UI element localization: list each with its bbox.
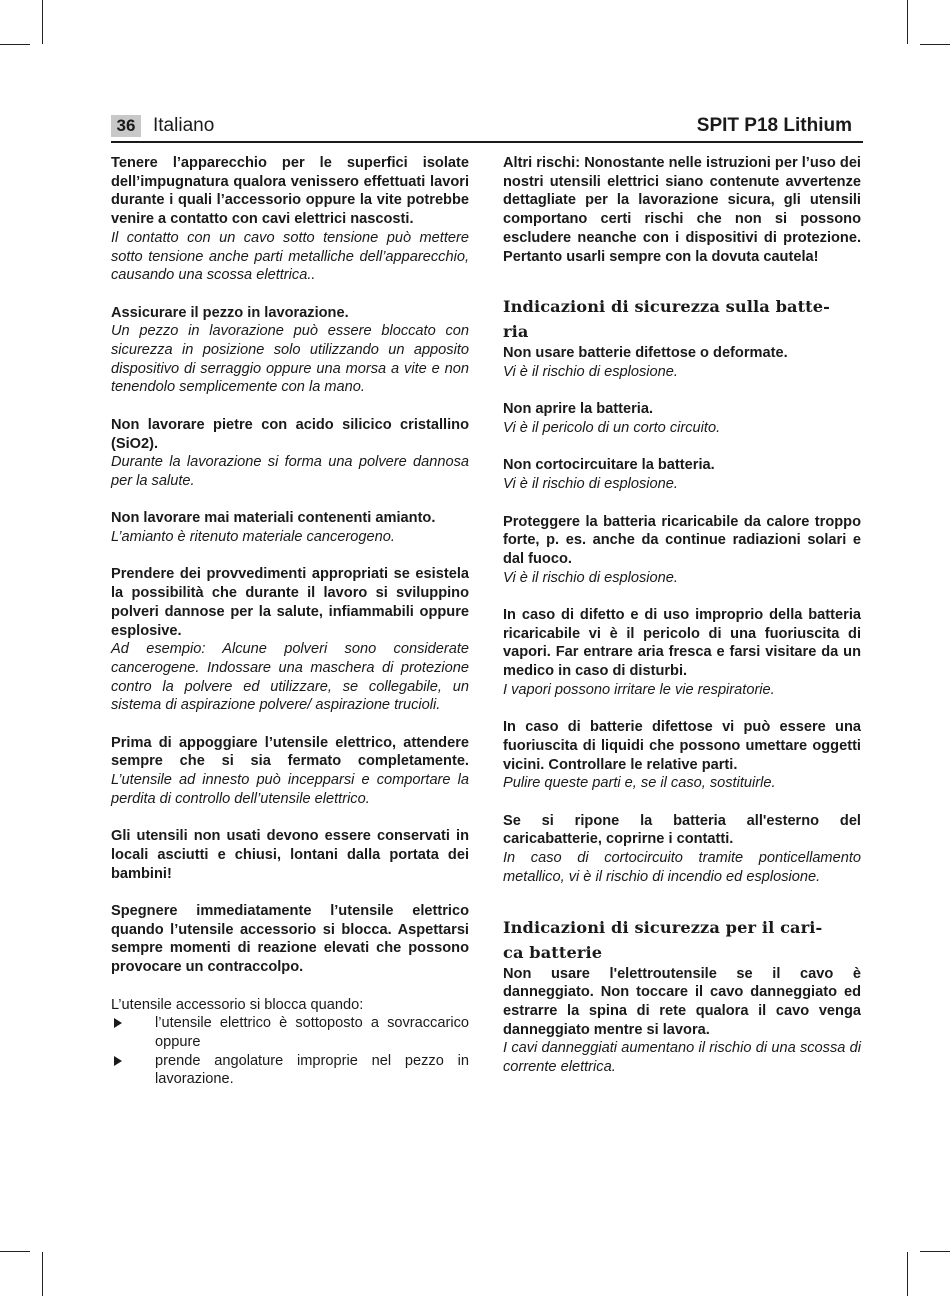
page-header [111, 114, 852, 140]
paragraph-bold: Non lavorare pietre con acido silicico cristallino (SiO2). [111, 416, 469, 452]
paragraph-italic: L’utensile ad innesto può incepparsi e comportare la perdita di controllo dell’utensile elettrico. [111, 772, 469, 807]
paragraph-bold: Non lavorare mai materiali contenenti amianto. [111, 510, 436, 527]
crop-mark [0, 1251, 30, 1252]
paragraph-bold: Non aprire la batteria. [503, 401, 654, 418]
section-heading [503, 915, 861, 965]
list-item-text: prende angolature improprie nel pezzo in lavorazione. [155, 1052, 469, 1088]
paragraph-italic: Vi è il rischio di esplosione. [503, 569, 678, 586]
paragraph-italic: Un pezzo in lavorazione può essere bloccato con sicurezza in posizione solo utilizzando un apposito dispositivo di serraggio oppure una morsa a vite e non tenendolo semplicemente con la mano. [111, 323, 469, 396]
paragraph-bold: Gli utensili non usati devono essere conservati in locali asciutti e chiusi, lontani dalla portata dei bambini! [111, 828, 469, 882]
paragraph-bold: Assicurare il pezzo in lavorazione. [111, 304, 349, 321]
paragraph-bold: Altri rischi: Nonostante nelle istruzioni per l’uso dei nostri utensili elettrici siano contenute avvertenze dettagliate per la lavorazione sicura, gli utensili comportano certi rischi che non si possono escludere neanche con i dispositivi di protezione. Pertanto usarli sempre con la dovuta cautela! [503, 155, 861, 265]
left-column [111, 154, 469, 1089]
crop-mark [920, 1251, 950, 1252]
crop-mark [42, 1252, 43, 1296]
paragraph-italic: Pulire queste parti e, se il caso, sostituirle. [503, 775, 776, 792]
right-column [503, 154, 861, 1077]
paragraph-intro: L’utensile accessorio si blocca quando: [111, 996, 364, 1013]
paragraph-bold: In caso di batterie difettose vi può essere una fuoriuscita di liquidi che possono umettare oggetti vicini. Controllare le relative parti. [503, 719, 861, 773]
paragraph-bold: Prima di appoggiare l’utensile elettrico, attendere sempre che si sia fermato completamente. [111, 734, 469, 770]
paragraph-italic: In caso di cortocircuito tramite ponticellamento metallico, vi è il rischio di incendio ed esplosione. [503, 850, 861, 885]
paragraph-bold: Non cortocircuitare la batteria. [503, 457, 715, 474]
bullet-list [111, 1014, 469, 1089]
crop-mark [920, 44, 950, 45]
heading-line: ria [503, 322, 529, 342]
paragraph-mixed [111, 734, 469, 809]
list-item [111, 1014, 469, 1051]
paragraph-italic: I cavi danneggiati aumentano il rischio di una scossa di corrente elettrica. [503, 1040, 861, 1076]
paragraph-bold: Tenere l’apparecchio per le superfici isolate dell’impugnatura qualora venissero effettuati lavori durante i quali l’accessorio oppure la vite potrebbe venire a contatto con cavi elettrici nascosti. [111, 155, 469, 228]
arrow-bullet-icon [114, 1056, 122, 1066]
language-label: Italiano [153, 115, 215, 136]
paragraph-italic: Il contatto con un cavo sotto tensione può mettere sotto tensione anche parti metalliche dell’apparecchio, causando una scossa elettrica.. [111, 229, 469, 284]
crop-mark [907, 0, 908, 44]
crop-mark [907, 1252, 908, 1296]
paragraph-italic: Vi è il pericolo di un corto circuito. [503, 420, 721, 437]
paragraph-bold: Proteggere la batteria ricaricabile da calore troppo forte, p. es. anche da continue radiazioni solari e dal fuoco. [503, 513, 861, 567]
heading-line: Indicazioni di sicurezza per il cari- [503, 917, 823, 937]
paragraph-bold: Se si ripone la batteria all'esterno del caricabatterie, coprirne i contatti. [503, 812, 861, 848]
paragraph-italic: I vapori possono irritare le vie respiratorie. [503, 681, 775, 698]
paragraph-italic: Ad esempio: Alcune polveri sono considerate cancerogene. Indossare una maschera di protezione contro la polvere ed utilizzare, se collegabile, un sistema di aspirazione polvere/ aspirazione trucioli. [111, 641, 469, 714]
paragraph-bold: Non usare batterie difettose o deformate. [503, 345, 788, 362]
paragraph-bold: Spegnere immediatamente l’utensile elettrico quando l’utensile accessorio si blocca. Aspettarsi sempre momenti di reazione elevati che possono provocare un contraccolpo. [111, 903, 469, 976]
product-title: SPIT P18 Lithium [696, 115, 852, 136]
crop-mark [0, 44, 30, 45]
list-item-text: l’utensile elettrico è sottoposto a sovraccarico oppure [155, 1015, 469, 1050]
paragraph-bold: Prendere dei provvedimenti appropriati se esistela la possibilità che durante il lavoro si sviluppino polveri dannose per la salute, infiammabili oppure esplosive. [111, 566, 469, 639]
paragraph-bold: In caso di difetto e di uso improprio della batteria ricaricabile vi è il pericolo di una fuoriuscita di vapori. Far entrare aria fresca e farsi visitare da un medico in caso di disturbi. [503, 607, 861, 680]
list-item [111, 1052, 469, 1089]
crop-mark [42, 0, 43, 44]
arrow-bullet-icon [114, 1018, 122, 1028]
header-rule [111, 141, 863, 143]
section-heading [503, 294, 861, 344]
paragraph-italic: Durante la lavorazione si forma una polvere dannosa per la salute. [111, 454, 469, 489]
paragraph-italic: Vi è il rischio di esplosione. [503, 363, 678, 380]
paragraph-bold: Non usare l'elettroutensile se il cavo è danneggiato. Non toccare il cavo danneggiato ed estrarre la spina di rete qualora il cavo venga danneggiato mentre si lavora. [503, 965, 861, 1038]
paragraph-italic: Vi è il rischio di esplosione. [503, 476, 678, 493]
heading-line: Indicazioni di sicurezza sulla batte- [503, 297, 830, 317]
heading-line: ca batterie [503, 942, 603, 962]
page-number: 36 [111, 115, 141, 137]
paragraph-italic: L’amianto è ritenuto materiale cancerogeno. [111, 529, 395, 546]
